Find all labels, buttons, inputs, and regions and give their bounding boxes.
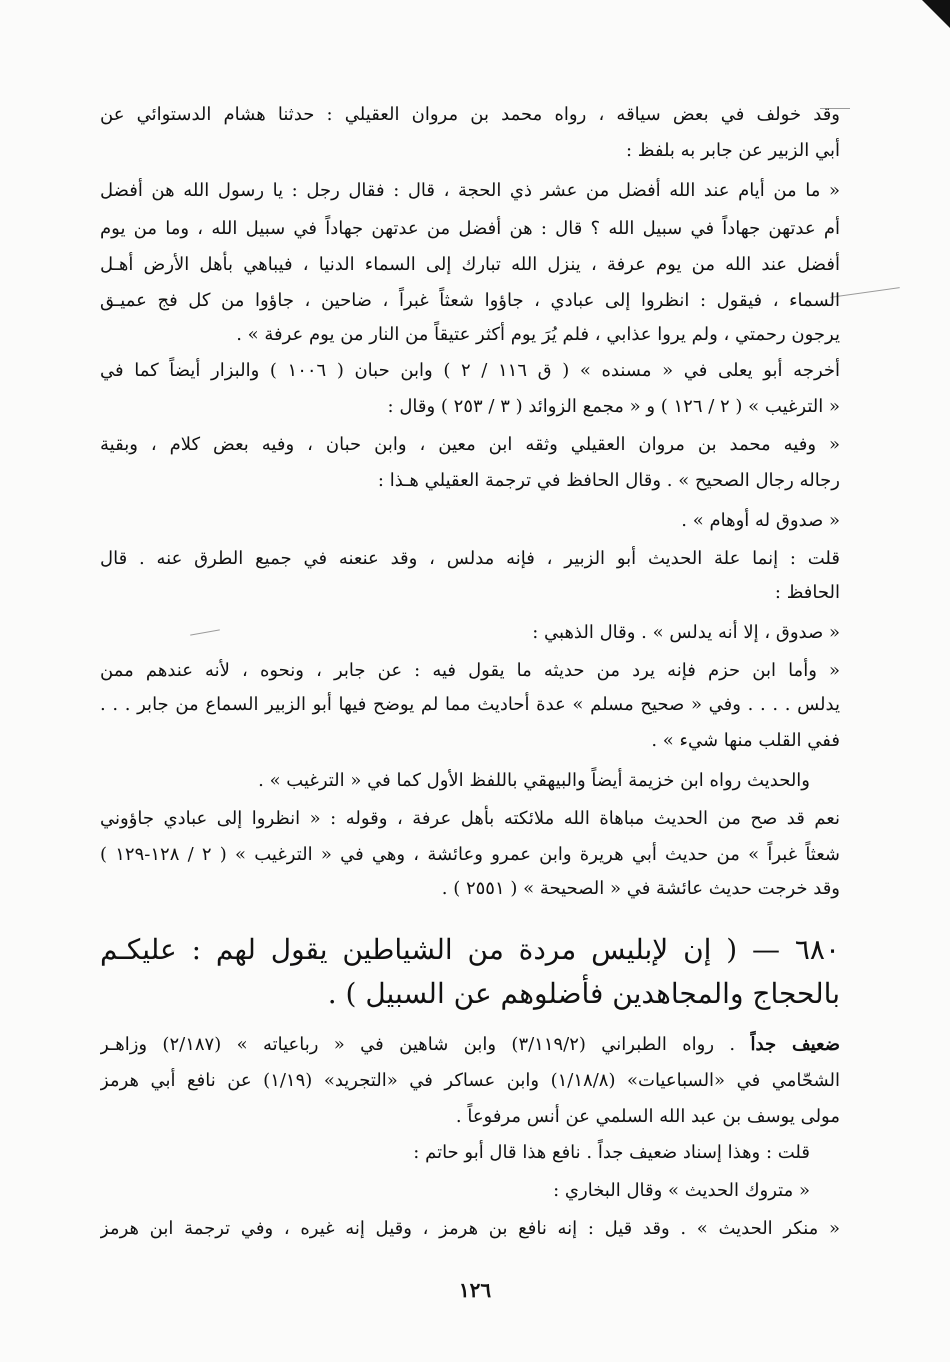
text-line: نعم قد صح من الحديث مباهاة الله ملائكته بأهل عرفة ، وقوله : « انظروا إلى عبادي جاؤوني	[100, 808, 840, 829]
text-line: رجاله رجال الصحيح » . وقال الحافظ في ترجمة العقيلي هـذا :	[377, 470, 840, 491]
page-corner-shadow	[922, 0, 950, 28]
text-line: أبي الزبير عن جابر به بلفظ :	[625, 140, 840, 161]
text-line: الشحّامي في «السباعيات» (١/١٨/٨) وابن عساكر في «التجريد» (١/١٩) عن نافع أبي هرمز	[100, 1070, 840, 1091]
text-line: قلت : وهذا إسناد ضعيف جداً . نافع هذا قال أبو حاتم :	[413, 1142, 810, 1163]
text-line	[100, 1030, 840, 1060]
text-line: السماء ، فيقول : انظروا إلى عبادي ، جاؤوا شعثاً غبراً ، ضاحين ، جاؤوا من كل فج عميـق	[100, 290, 840, 311]
text-line: « منكر الحديث » . وقد قيل : إنه نافع بن هرمز ، وقيل إنه غيره ، وفي ترجمة ابن هرمز	[100, 1218, 840, 1239]
text-line: مولى يوسف بن عبد الله السلمي عن أنس مرفوعاً .	[455, 1106, 840, 1127]
hadith-heading-line: بالحجاج والمجاهدين فأضلوهم عن السبيل ) .	[327, 977, 840, 1010]
text-segment: . رواه الطبراني (٣/١١٩/٢) وابن شاهين في « رباعياته » (٢/١٨٧) وزاهـر	[100, 1034, 736, 1055]
hadith-heading-line: ٦٨٠ — ( إن لإبليس مردة من الشياطين يقول لهم : عليكـم	[100, 933, 840, 966]
text-line: يرجون رحمتي ، ولم يروا عذابي ، فلم يُرَ يوم أكثر عتيقاً من النار من يوم عرفة » .	[236, 324, 840, 345]
text-line: « وفيه محمد بن مروان العقيلي وثقه ابن معين ، وابن حبان ، وفيه بعض كلام ، وبقية	[100, 434, 840, 455]
text-line: وقد خرجت حديث عائشة في « الصحيحة » ( ٢٥٥١ ) .	[441, 878, 840, 899]
text-line: « وأما ابن حزم فإنه يرد من حديثه ما يقول فيه : عن جابر ، ونحوه ، لأنه عندهم ممن	[100, 660, 840, 681]
scan-mark	[830, 287, 899, 298]
page-number: ١٢٦	[458, 1278, 492, 1302]
text-line: « صدوق له أوهام » .	[681, 510, 840, 531]
text-line: الحافظ :	[774, 582, 840, 603]
text-line: والحديث رواه ابن خزيمة أيضاً والبيهقي باللفظ الأول كما في « الترغيب » .	[258, 770, 810, 791]
text-line: وقد خولف في بعض سياقه ، رواه محمد بن مروان العقيلي : حدثنا هشام الدستوائي عن	[100, 104, 840, 125]
text-line: ففي القلب منها شيء » .	[651, 730, 840, 751]
text-line: قلت : إنما علة الحديث أبو الزبير ، فإنه مدلس ، وقد عنعنه في جميع الطرق عنه . قال	[100, 548, 840, 569]
text-line: يدلس . . . . وفي « صحيح مسلم » عدة أحاديث مما لم يوضح فيها أبو الزبير السماع من جابر . . .	[100, 694, 840, 715]
grading-label: ضعيف جداً	[750, 1034, 840, 1055]
text-line: « صدوق ، إلا أنه يدلس » . وقال الذهبي :	[532, 622, 840, 643]
text-line: أفضل عند الله من يوم عرفة ، ينزل الله تبارك إلى السماء الدنيا ، فيباهي بأهل الأرض أهـل	[100, 254, 840, 275]
text-line: أخرجه أبو يعلى في « مسنده » ( ق ١١٦ / ٢ ) وابن حبان ( ١٠٠٦ ) والبزار أيضاً كما في	[100, 360, 840, 381]
text-line: شعثاً غبراً » من حديث أبي هريرة وابن عمرو وعائشة ، وهي في « الترغيب » ( ٢ / ١٢٨-١٢٩ )	[100, 844, 840, 865]
text-line: « متروك الحديث » وقال البخاري :	[553, 1180, 810, 1201]
text-line: « الترغيب » ( ٢ / ١٢٦ ) و « مجمع الزوائد ( ٣ / ٢٥٣ ) وقال :	[387, 396, 840, 417]
text-line: أم عدتهن جهاداً في سبيل الله ؟ قال : هن أفضل من عدتهن جهاداً في سبيل الله ، وما من يوم	[100, 218, 840, 239]
text-line: « ما من أيام عند الله أفضل من عشر ذي الحجة ، قال : فقال رجل : يا رسول الله هن أفضل	[100, 180, 840, 201]
